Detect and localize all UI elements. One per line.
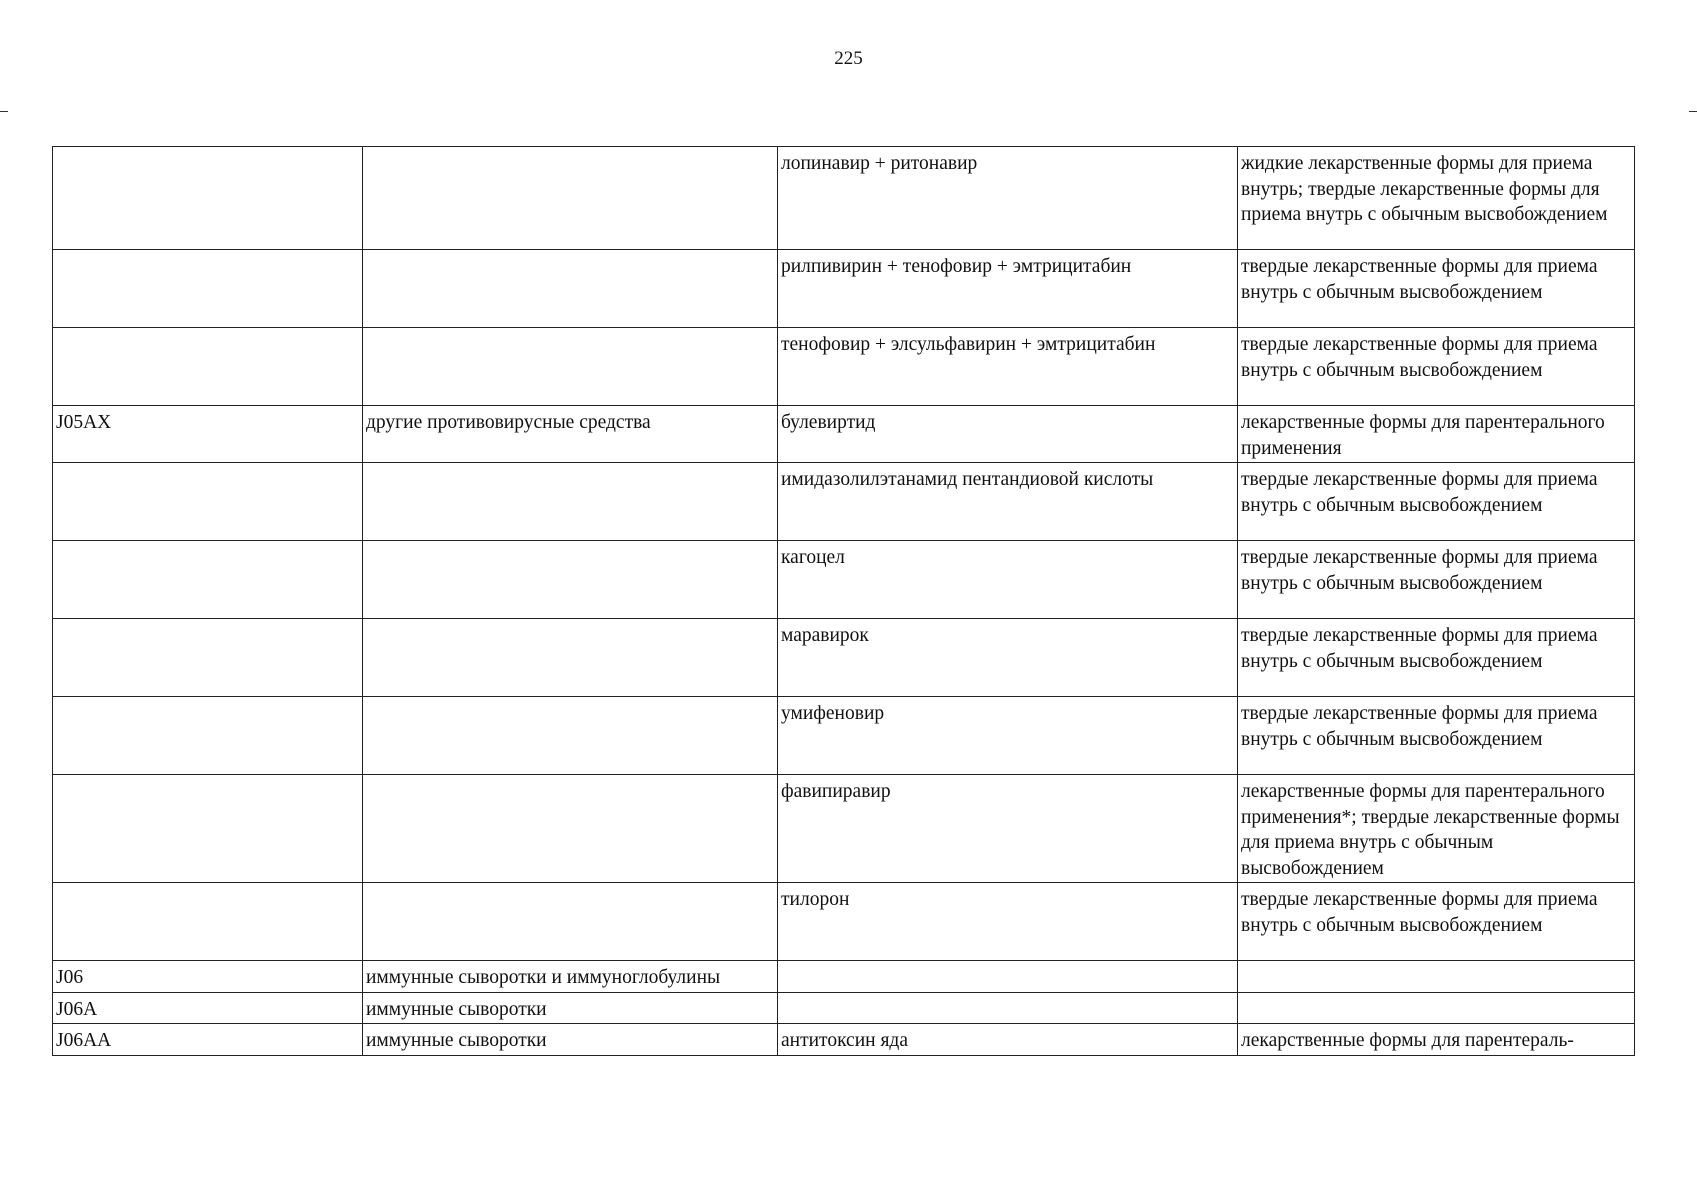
cell-name: умифеновир: [778, 697, 1238, 775]
cell-code: J05AX: [53, 406, 363, 463]
cell-form: твердые лекарственные формы для приема внутрь с обычным высвобождением: [1238, 883, 1635, 961]
cell-group: [363, 883, 778, 961]
cell-group: иммунные сыворотки: [363, 992, 778, 1024]
cell-group: [363, 619, 778, 697]
cell-name: кагоцел: [778, 541, 1238, 619]
cell-form: лекарственные формы для парентерального применения: [1238, 406, 1635, 463]
table-row: [53, 697, 1635, 775]
cell-code: [53, 697, 363, 775]
cell-name: фавипиравир: [778, 775, 1238, 883]
cell-form: твердые лекарственные формы для приема внутрь с обычным высвобождением: [1238, 328, 1635, 406]
cell-code: [53, 775, 363, 883]
drug-table: [52, 146, 1635, 1056]
cell-group: другие противовирусные средства: [363, 406, 778, 463]
cell-code: J06A: [53, 992, 363, 1024]
cell-group: [363, 250, 778, 328]
cell-group: [363, 775, 778, 883]
cell-form: [1238, 961, 1635, 993]
cell-form: лекарственные формы для парентерального применения*; твердые лекарственные формы для приема внутрь с обычным высвобождением: [1238, 775, 1635, 883]
table-row: [53, 1024, 1635, 1056]
table-row: [53, 992, 1635, 1024]
table-row: [53, 619, 1635, 697]
cell-group: [363, 328, 778, 406]
cell-name: [778, 992, 1238, 1024]
page-number: 225: [834, 48, 863, 69]
cell-name: маравирок: [778, 619, 1238, 697]
cell-code: [53, 328, 363, 406]
cell-name: тенофовир + элсульфавирин + эмтрицитабин: [778, 328, 1238, 406]
cell-form: лекарственные формы для парентераль-: [1238, 1024, 1635, 1056]
cell-name: имидазолилэтанамид пентандиовой кислоты: [778, 463, 1238, 541]
cell-code: [53, 619, 363, 697]
cell-code: [53, 541, 363, 619]
cell-form: твердые лекарственные формы для приема внутрь с обычным высвобождением: [1238, 250, 1635, 328]
cell-form: твердые лекарственные формы для приема внутрь с обычным высвобождением: [1238, 697, 1635, 775]
cell-group: [363, 541, 778, 619]
cell-name: [778, 961, 1238, 993]
right-edge-mark: [1689, 111, 1697, 112]
table-row: [53, 541, 1635, 619]
table-row: [53, 463, 1635, 541]
cell-code: J06: [53, 961, 363, 993]
table-row: [53, 250, 1635, 328]
cell-name: лопинавир + ритонавир: [778, 147, 1238, 250]
cell-group: [363, 147, 778, 250]
left-edge-mark: [0, 111, 8, 112]
cell-code: [53, 463, 363, 541]
cell-group: иммунные сыворотки и иммуноглобулины: [363, 961, 778, 993]
cell-name: антитоксин яда: [778, 1024, 1238, 1056]
table-row: [53, 328, 1635, 406]
cell-name: тилорон: [778, 883, 1238, 961]
cell-group: [363, 697, 778, 775]
table-row: [53, 147, 1635, 250]
cell-name: рилпивирин + тенофовир + эмтрицитабин: [778, 250, 1238, 328]
table-row: [53, 775, 1635, 883]
cell-code: [53, 250, 363, 328]
cell-form: жидкие лекарственные формы для приема внутрь; твердые лекарственные формы для приема внутрь с обычным высвобождением: [1238, 147, 1635, 250]
cell-form: твердые лекарственные формы для приема внутрь с обычным высвобождением: [1238, 619, 1635, 697]
table-row: [53, 883, 1635, 961]
cell-form: твердые лекарственные формы для приема внутрь с обычным высвобождением: [1238, 463, 1635, 541]
cell-code: J06AA: [53, 1024, 363, 1056]
cell-name: булевиртид: [778, 406, 1238, 463]
cell-form: [1238, 992, 1635, 1024]
cell-group: [363, 463, 778, 541]
table-row: [53, 406, 1635, 463]
cell-code: [53, 883, 363, 961]
table-body: [53, 147, 1635, 1056]
table-row: [53, 961, 1635, 993]
cell-code: [53, 147, 363, 250]
cell-form: твердые лекарственные формы для приема внутрь с обычным высвобождением: [1238, 541, 1635, 619]
cell-group: иммунные сыворотки: [363, 1024, 778, 1056]
